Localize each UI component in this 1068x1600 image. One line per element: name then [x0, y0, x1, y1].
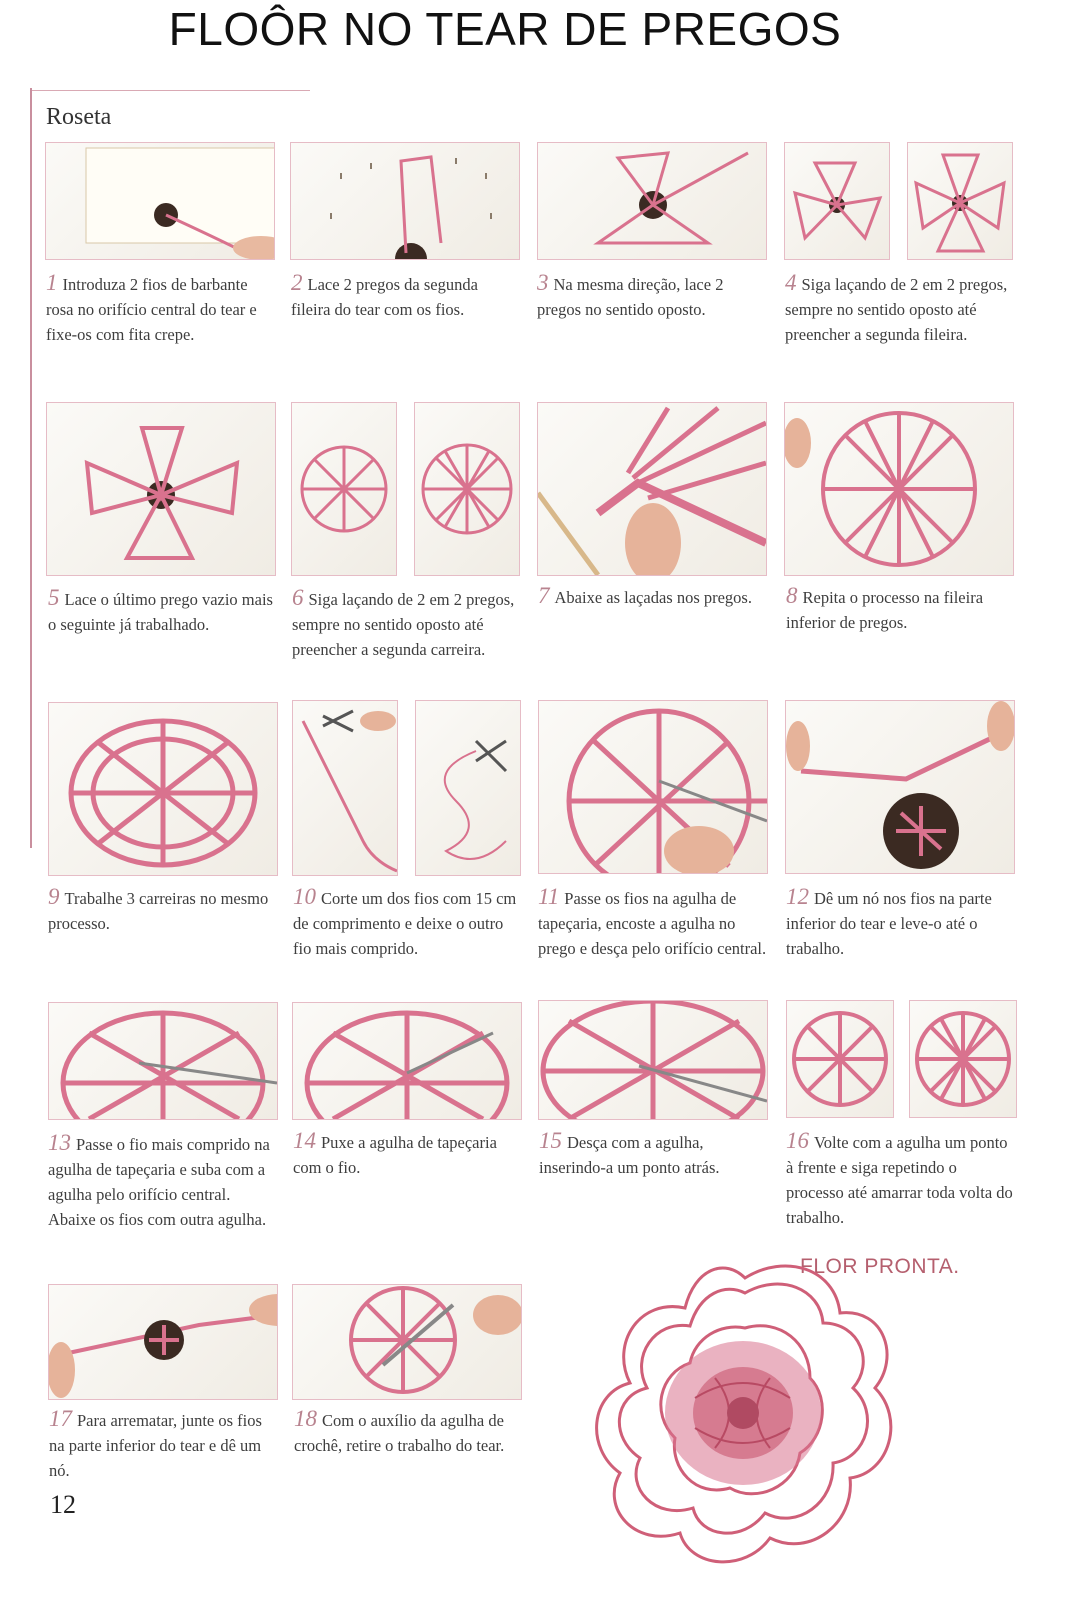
section-title: Roseta [46, 104, 112, 130]
photo-step-6a [291, 402, 397, 576]
photo-step-6b [414, 402, 520, 576]
step-12: 12 Dê um nó nos fios na parte inferior do tear e leve-o até o trabalho. [786, 884, 992, 958]
photo-step-18 [292, 1284, 522, 1400]
photo-step-14 [292, 1002, 522, 1120]
step-11: 11 Passe os fios na agulha de tapeçaria, encoste a agulha no prego e desça pelo orifício central. [538, 884, 767, 958]
step-9: 9 Trabalhe 3 carreiras no mesmo processo. [48, 884, 269, 933]
step-7: 7 Abaixe as laçadas nos pregos. [538, 583, 752, 608]
page-title: FLOÔR NO TEAR DE PREGOS [168, 3, 842, 55]
photo-step-4b [907, 142, 1013, 260]
photo-step-15 [538, 1000, 768, 1120]
page-number: 12 [50, 1490, 76, 1519]
step-5: 5 Lace o último prego vazio mais o seguinte já trabalhado. [48, 585, 273, 634]
photo-step-7 [537, 402, 767, 576]
photo-step-10b [415, 700, 521, 876]
step-1: 1 Introduza 2 fios de barbante rosa no orifício central do tear e fixe-os com fita crepe. [46, 270, 257, 344]
photo-step-4a [784, 142, 890, 260]
step-4: 4 Siga laçando de 2 em 2 pregos, sempre no sentido oposto até preencher a segunda fileira. [785, 270, 1008, 344]
photo-step-5 [46, 402, 276, 576]
photo-step-16b [909, 1000, 1017, 1118]
step-15: 15 Desça com a agulha, inserindo-a um ponto atrás. [539, 1128, 720, 1177]
step-14: 14 Puxe a agulha de tapeçaria com o fio. [293, 1128, 497, 1177]
photo-step-2 [290, 142, 520, 260]
photo-step-8 [784, 402, 1014, 576]
photo-step-12 [785, 700, 1015, 874]
step-18: 18 Com o auxílio da agulha de crochê, retire o trabalho do tear. [294, 1406, 505, 1455]
photo-step-9 [48, 702, 278, 876]
finished-flower-image [585, 1248, 905, 1578]
photo-step-10a [292, 700, 398, 876]
photo-step-13 [48, 1002, 278, 1120]
step-10: 10 Corte um dos fios com 15 cm de comprimento e deixe o outro fio mais comprido. [293, 884, 517, 958]
frame-left-rule [30, 88, 32, 848]
step-6: 6 Siga laçando de 2 em 2 pregos, sempre no sentido oposto até preencher a segunda carreira. [292, 585, 515, 659]
finished-flower-label: FLOR PRONTA. [800, 1255, 960, 1278]
photo-step-17 [48, 1284, 278, 1400]
photo-step-11 [538, 700, 768, 874]
step-17: 17 Para arrematar, junte os fios na parte inferior do tear e dê um nó. [49, 1406, 262, 1480]
step-13: 13 Passe o fio mais comprido na agulha de tapeçaria e suba com a agulha pelo orifício central. Abaixe os fios com outra agulha. [48, 1130, 270, 1229]
photo-step-3 [537, 142, 767, 260]
photo-step-16a [786, 1000, 894, 1118]
step-3: 3 Na mesma direção, lace 2 pregos no sentido oposto. [537, 270, 724, 319]
step-16: 16 Volte com a agulha um ponto à frente e siga repetindo o processo até amarrar toda volta do trabalho. [786, 1128, 1013, 1227]
step-2: 2 Lace 2 pregos da segunda fileira do tear com os fios. [291, 270, 478, 319]
photo-step-1 [45, 142, 275, 260]
step-8: 8 Repita o processo na fileira inferior de pregos. [786, 583, 984, 632]
frame-top-rule [30, 90, 310, 91]
